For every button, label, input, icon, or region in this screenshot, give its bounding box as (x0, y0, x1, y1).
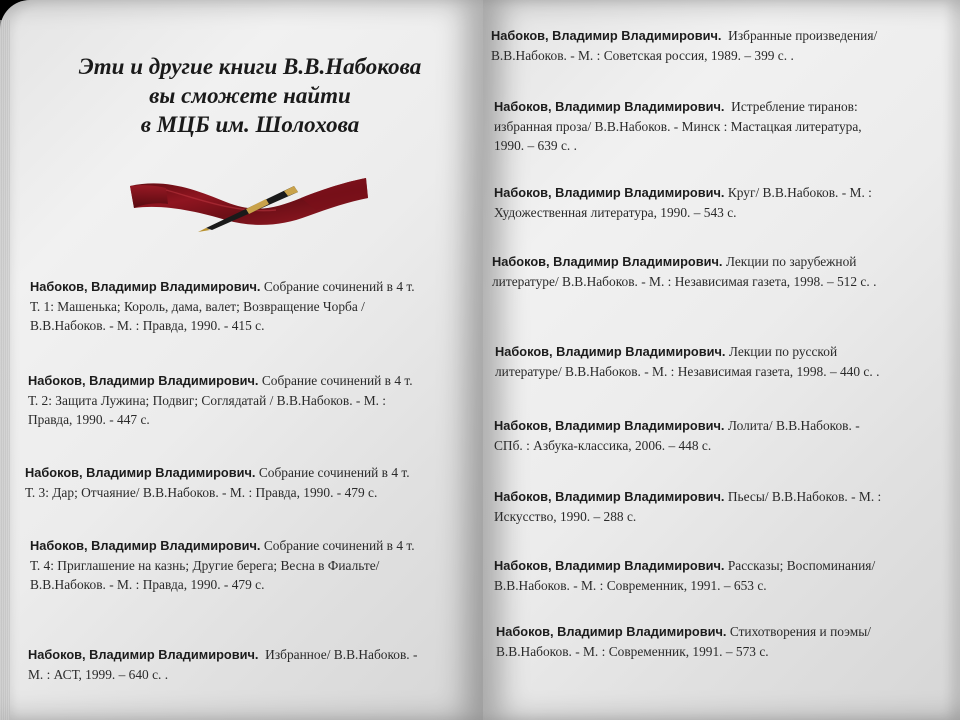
entry-text: Т. 4: Приглашение на казнь; Другие берега; Весна в Фиальте/ (30, 557, 380, 573)
entry-text: Стихотворения и поэмы/ (729, 624, 871, 639)
book-entry (496, 622, 956, 661)
entry-author: Набоков, Владимир Владимирович. (494, 418, 725, 433)
entry-text: Художественная литература, 1990. – 543 с. (494, 204, 737, 220)
title-line: вы сможете найти (149, 83, 351, 108)
entry-text: литературе/ В.В.Набоков. - М. : Независимая газета, 1998. – 512 с. . (492, 273, 877, 289)
entry-text: литературе/ В.В.Набоков. - М. : Независимая газета, 1998. – 440 с. . (495, 363, 880, 379)
entry-author: Набоков, Владимир Владимирович. (30, 538, 261, 553)
entry-author: Набоков, Владимир Владимирович. (492, 254, 723, 269)
entry-text: В.В.Набоков. - М. : Советская россия, 1989. – 399 с. . (491, 47, 794, 63)
entry-text: Т. 1: Машенька; Король, дама, валет; Возвращение Чорба / (30, 298, 365, 314)
entry-text: избранная проза/ В.В.Набоков. - Минск : Мастацкая литература, (494, 118, 862, 134)
entry-text: М. : АСТ, 1999. – 640 с. . (28, 666, 169, 682)
entry-text: В.В.Набоков. - М. : Современник, 1991. – 573 с. (496, 643, 769, 659)
book-entry (494, 416, 954, 455)
entry-author: Набоков, Владимир Владимирович. (28, 373, 259, 388)
entry-author: Набоков, Владимир Владимирович. (495, 344, 726, 359)
entry-text: Рассказы; Воспоминания/ (727, 558, 876, 573)
entry-author: Набоков, Владимир Владимирович. (496, 624, 727, 639)
page-edges (0, 20, 10, 720)
entry-text: В.В.Набоков. - М. : Современник, 1991. – 653 с. (494, 577, 767, 593)
entry-author: Набоков, Владимир Владимирович. (494, 185, 725, 200)
entry-text: В.В.Набоков. - М. : Правда, 1990. - 415 с. (30, 318, 265, 333)
entry-text: Лекции по зарубежной (725, 254, 857, 269)
entry-text: Избранные произведения/ (728, 28, 878, 43)
entry-text: Лолита/ В.В.Набоков. - (727, 418, 860, 433)
book-entry (494, 487, 954, 526)
entry-text: Собрание сочинений в 4 т. (261, 373, 413, 388)
entry-author: Набоков, Владимир Владимирович. (25, 465, 256, 480)
book-entry (30, 277, 475, 336)
book-entry (494, 556, 954, 595)
entry-text: Искусство, 1990. – 288 с. (494, 508, 637, 524)
book-entry (25, 463, 475, 502)
title-line: Эти и другие книги В.В.Набокова (78, 54, 422, 79)
entry-text: Собрание сочинений в 4 т. (258, 465, 410, 480)
entry-author: Набоков, Владимир Владимирович. (494, 99, 725, 114)
entry-author: Набоков, Владимир Владимирович. (494, 489, 725, 504)
entry-text: СПб. : Азбука-классика, 2006. – 448 с. (494, 437, 712, 453)
book-entry (28, 645, 478, 684)
entry-text: Т. 3: Дар; Отчаяние/ В.В.Набоков. - М. : Правда, 1990. - 479 с. (25, 484, 378, 500)
entry-author: Набоков, Владимир Владимирович. (30, 279, 261, 294)
entry-text: В.В.Набоков. - М. : Правда, 1990. - 479 с. (30, 577, 265, 592)
entry-text: Пьесы/ В.В.Набоков. - М. : (727, 489, 882, 504)
entry-author: Набоков, Владимир Владимирович. (494, 558, 725, 573)
entry-text: Правда, 1990. - 447 с. (28, 412, 150, 427)
page-title (40, 52, 460, 139)
entry-text: Круг/ В.В.Набоков. - М. : (727, 185, 872, 200)
ribbon-pen-illustration (126, 168, 372, 234)
book-entry (491, 26, 951, 65)
entry-text: Собрание сочинений в 4 т. (263, 279, 415, 294)
book-entry (28, 371, 473, 430)
book-entry (495, 342, 955, 381)
entry-author: Набоков, Владимир Владимирович. (28, 647, 259, 662)
entry-text: Т. 2: Защита Лужина; Подвиг; Соглядатай / В.В.Набоков. - М. : (28, 392, 387, 408)
book-entry (494, 183, 954, 222)
book-entry (492, 252, 954, 291)
entry-text: 1990. – 639 с. . (494, 138, 577, 153)
entry-text: Собрание сочинений в 4 т. (263, 538, 415, 553)
book-entry (494, 97, 954, 156)
book-entry (30, 536, 475, 595)
entry-text: Избранное/ В.В.Набоков. - (265, 647, 418, 662)
entry-text: Истребление тиранов: (731, 99, 858, 114)
entry-text: Лекции по русской (728, 344, 838, 359)
title-line: в МЦБ им. Шолохова (140, 112, 360, 137)
right-page (483, 0, 960, 720)
entry-author: Набоков, Владимир Владимирович. (491, 28, 722, 43)
